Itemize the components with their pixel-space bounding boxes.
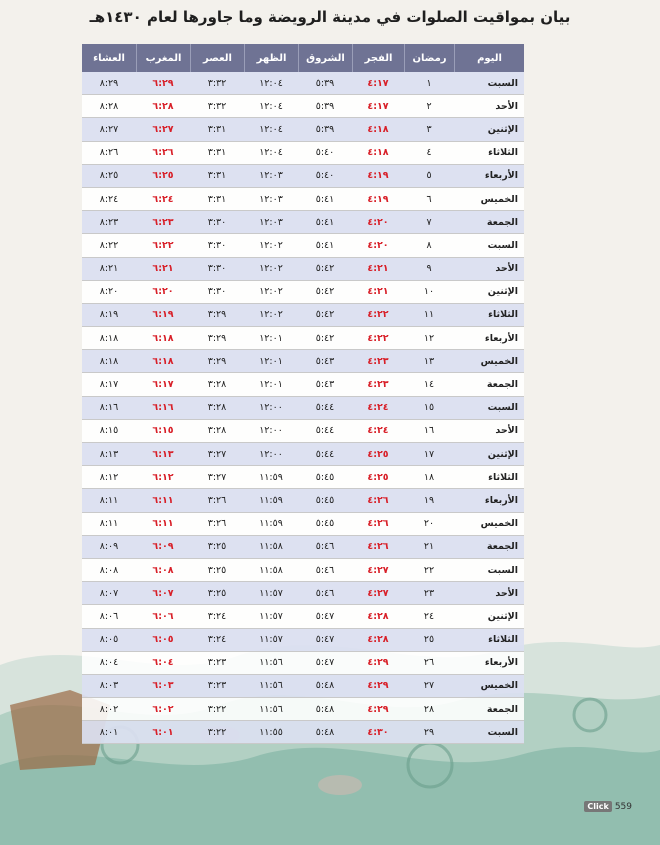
cell-isha: ٨:٠٤ <box>82 652 136 675</box>
cell-asr: ٣:٣١ <box>190 118 244 141</box>
cell-sunrise: ٥:٤٢ <box>298 327 352 350</box>
cell-asr: ٣:٢٢ <box>190 721 244 744</box>
table-row <box>82 211 524 234</box>
page-title: بيان بمواقيت الصلوات في مدينة الرويضة وما جاورها لعام ١٤٣٠هـ <box>89 8 571 26</box>
cell-asr: ٣:٢٧ <box>190 466 244 489</box>
cell-ramadan-day: ١٩ <box>404 489 454 512</box>
cell-maghrib: ٦:١١ <box>136 513 190 536</box>
cell-ramadan-day: ١٣ <box>404 350 454 373</box>
cell-sunrise: ٥:٤١ <box>298 234 352 257</box>
cell-ramadan-day: ١٠ <box>404 281 454 304</box>
cell-dhuhr: ١٢:٠٢ <box>244 234 298 257</box>
cell-sunrise: ٥:٤١ <box>298 211 352 234</box>
cell-asr: ٣:٢٦ <box>190 513 244 536</box>
cell-sunrise: ٥:٤٠ <box>298 142 352 165</box>
cell-fajr: ٤:٢٦ <box>352 536 404 559</box>
header-sunrise: الشروق <box>298 44 352 72</box>
table-row <box>82 605 524 628</box>
cell-isha: ٨:١٦ <box>82 397 136 420</box>
cell-day: الأربعاء <box>454 652 524 675</box>
cell-fajr: ٤:٢٠ <box>352 234 404 257</box>
cell-isha: ٨:٠٨ <box>82 559 136 582</box>
cell-isha: ٨:٢٦ <box>82 142 136 165</box>
cell-fajr: ٤:١٧ <box>352 72 404 95</box>
cell-dhuhr: ١٢:٠٤ <box>244 95 298 118</box>
cell-asr: ٣:٣٠ <box>190 258 244 281</box>
cell-isha: ٨:٢٥ <box>82 165 136 188</box>
cell-sunrise: ٥:٤٤ <box>298 420 352 443</box>
cell-fajr: ٤:١٩ <box>352 188 404 211</box>
cell-sunrise: ٥:٤٣ <box>298 373 352 396</box>
cell-isha: ٨:٠٩ <box>82 536 136 559</box>
cell-dhuhr: ١٢:٠٤ <box>244 118 298 141</box>
cell-maghrib: ٦:٢٥ <box>136 165 190 188</box>
cell-isha: ٨:٢٤ <box>82 188 136 211</box>
cell-maghrib: ٦:٢٣ <box>136 211 190 234</box>
cell-ramadan-day: ١٢ <box>404 327 454 350</box>
cell-asr: ٣:٣١ <box>190 142 244 165</box>
cell-asr: ٣:٢٩ <box>190 304 244 327</box>
cell-fajr: ٤:٢٩ <box>352 698 404 721</box>
cell-maghrib: ٦:٢٤ <box>136 188 190 211</box>
cell-maghrib: ٦:١٢ <box>136 466 190 489</box>
cell-fajr: ٤:٢٨ <box>352 629 404 652</box>
cell-asr: ٣:٣٠ <box>190 234 244 257</box>
cell-fajr: ٤:٢٦ <box>352 513 404 536</box>
table-row <box>82 373 524 396</box>
cell-day: السبت <box>454 397 524 420</box>
cell-fajr: ٤:٢٤ <box>352 397 404 420</box>
cell-sunrise: ٥:٤٨ <box>298 675 352 698</box>
cell-maghrib: ٦:٢٨ <box>136 95 190 118</box>
cell-day: الأحد <box>454 582 524 605</box>
cell-maghrib: ٦:٠٨ <box>136 559 190 582</box>
cell-day: الأربعاء <box>454 165 524 188</box>
cell-dhuhr: ١٢:٠١ <box>244 373 298 396</box>
cell-asr: ٣:٢٤ <box>190 605 244 628</box>
cell-isha: ٨:٢٧ <box>82 118 136 141</box>
table-row <box>82 443 524 466</box>
page-number: 559 <box>614 801 632 812</box>
cell-maghrib: ٦:٠٤ <box>136 652 190 675</box>
table-row <box>82 281 524 304</box>
cell-fajr: ٤:٢٣ <box>352 350 404 373</box>
cell-maghrib: ٦:١٨ <box>136 327 190 350</box>
cell-asr: ٣:٢٥ <box>190 559 244 582</box>
cell-fajr: ٤:١٩ <box>352 165 404 188</box>
cell-ramadan-day: ٢٨ <box>404 698 454 721</box>
cell-fajr: ٤:٢٦ <box>352 489 404 512</box>
cell-day: الأربعاء <box>454 489 524 512</box>
cell-maghrib: ٦:٢٧ <box>136 118 190 141</box>
table-row <box>82 559 524 582</box>
header-fajr: الفجر <box>352 44 404 72</box>
cell-ramadan-day: ٢١ <box>404 536 454 559</box>
cell-dhuhr: ١١:٥٨ <box>244 536 298 559</box>
cell-asr: ٣:٣٠ <box>190 281 244 304</box>
cell-dhuhr: ١٢:٠٠ <box>244 443 298 466</box>
cell-sunrise: ٥:٤٤ <box>298 397 352 420</box>
table-row <box>82 234 524 257</box>
cell-asr: ٣:٢٥ <box>190 582 244 605</box>
cell-sunrise: ٥:٤٨ <box>298 721 352 744</box>
cell-ramadan-day: ٤ <box>404 142 454 165</box>
cell-day: الجمعة <box>454 698 524 721</box>
cell-isha: ٨:١٧ <box>82 373 136 396</box>
cell-isha: ٨:١٨ <box>82 327 136 350</box>
cell-isha: ٨:١٢ <box>82 466 136 489</box>
cell-day: الجمعة <box>454 211 524 234</box>
table-row <box>82 489 524 512</box>
cell-day: الثلاثاء <box>454 629 524 652</box>
cell-maghrib: ٦:٢٦ <box>136 142 190 165</box>
cell-sunrise: ٥:٤٠ <box>298 165 352 188</box>
cell-maghrib: ٦:٢٠ <box>136 281 190 304</box>
table-row <box>82 629 524 652</box>
cell-day: الجمعة <box>454 536 524 559</box>
cell-asr: ٣:٢٣ <box>190 675 244 698</box>
cell-ramadan-day: ١٨ <box>404 466 454 489</box>
cell-dhuhr: ١١:٥٩ <box>244 513 298 536</box>
cell-isha: ٨:٠٧ <box>82 582 136 605</box>
cell-ramadan-day: ٢٠ <box>404 513 454 536</box>
cell-fajr: ٤:٢٥ <box>352 443 404 466</box>
cell-dhuhr: ١٢:٠٢ <box>244 304 298 327</box>
cell-sunrise: ٥:٤٥ <box>298 466 352 489</box>
cell-ramadan-day: ٢٧ <box>404 675 454 698</box>
cell-dhuhr: ١٢:٠٠ <box>244 420 298 443</box>
cell-isha: ٨:٢٣ <box>82 211 136 234</box>
cell-day: الإثنين <box>454 443 524 466</box>
cell-sunrise: ٥:٤٦ <box>298 582 352 605</box>
cell-sunrise: ٥:٤٤ <box>298 443 352 466</box>
cell-ramadan-day: ١٦ <box>404 420 454 443</box>
cell-dhuhr: ١١:٥٥ <box>244 721 298 744</box>
cell-dhuhr: ١٢:٠٣ <box>244 211 298 234</box>
cell-day: الإثنين <box>454 605 524 628</box>
cell-isha: ٨:٢٢ <box>82 234 136 257</box>
header-maghrib: المغرب <box>136 44 190 72</box>
cell-fajr: ٤:٢١ <box>352 258 404 281</box>
table-row <box>82 721 524 744</box>
prayer-times-table <box>82 44 524 744</box>
cell-maghrib: ٦:١٨ <box>136 350 190 373</box>
header-day: اليوم <box>454 44 524 72</box>
cell-day: السبت <box>454 721 524 744</box>
cell-asr: ٣:٢٨ <box>190 397 244 420</box>
cell-ramadan-day: ٢٦ <box>404 652 454 675</box>
cell-day: الأحد <box>454 95 524 118</box>
cell-isha: ٨:٠٦ <box>82 605 136 628</box>
cell-maghrib: ٦:٢٩ <box>136 72 190 95</box>
header-asr: العصر <box>190 44 244 72</box>
cell-ramadan-day: ٩ <box>404 258 454 281</box>
cell-fajr: ٤:٢٨ <box>352 605 404 628</box>
cell-asr: ٣:٣١ <box>190 165 244 188</box>
cell-asr: ٣:٢٧ <box>190 443 244 466</box>
table-row <box>82 188 524 211</box>
cell-fajr: ٤:١٧ <box>352 95 404 118</box>
header-dhuhr: الظهر <box>244 44 298 72</box>
prayer-times-table-wrap <box>82 44 524 744</box>
table-row <box>82 350 524 373</box>
cell-asr: ٣:٢٨ <box>190 373 244 396</box>
cell-fajr: ٤:٢٣ <box>352 373 404 396</box>
table-row <box>82 420 524 443</box>
table-row <box>82 142 524 165</box>
cell-ramadan-day: ٥ <box>404 165 454 188</box>
cell-fajr: ٤:٣٠ <box>352 721 404 744</box>
cell-asr: ٣:٣١ <box>190 188 244 211</box>
click-logo: Click <box>584 801 611 812</box>
cell-isha: ٨:١٩ <box>82 304 136 327</box>
cell-day: السبت <box>454 234 524 257</box>
cell-day: الثلاثاء <box>454 142 524 165</box>
cell-dhuhr: ١١:٥٦ <box>244 698 298 721</box>
table-row <box>82 466 524 489</box>
cell-fajr: ٤:٢٧ <box>352 582 404 605</box>
table-row <box>82 652 524 675</box>
cell-maghrib: ٦:٠٩ <box>136 536 190 559</box>
cell-isha: ٨:١٨ <box>82 350 136 373</box>
cell-ramadan-day: ١١ <box>404 304 454 327</box>
cell-ramadan-day: ١٧ <box>404 443 454 466</box>
cell-dhuhr: ١١:٥٧ <box>244 582 298 605</box>
cell-maghrib: ٦:١٩ <box>136 304 190 327</box>
cell-asr: ٣:٢٨ <box>190 420 244 443</box>
cell-isha: ٨:٢٩ <box>82 72 136 95</box>
cell-ramadan-day: ٢ <box>404 95 454 118</box>
cell-asr: ٣:٣٠ <box>190 211 244 234</box>
cell-sunrise: ٥:٤٢ <box>298 281 352 304</box>
table-row <box>82 72 524 95</box>
cell-sunrise: ٥:٤٥ <box>298 489 352 512</box>
cell-maghrib: ٦:١٣ <box>136 443 190 466</box>
cell-sunrise: ٥:٤٧ <box>298 629 352 652</box>
cell-fajr: ٤:٢٧ <box>352 559 404 582</box>
cell-maghrib: ٦:٢٢ <box>136 234 190 257</box>
cell-fajr: ٤:١٨ <box>352 118 404 141</box>
cell-maghrib: ٦:٠٧ <box>136 582 190 605</box>
cell-dhuhr: ١١:٥٦ <box>244 652 298 675</box>
cell-ramadan-day: ٣ <box>404 118 454 141</box>
cell-maghrib: ٦:٠٥ <box>136 629 190 652</box>
cell-day: الأربعاء <box>454 327 524 350</box>
cell-day: الجمعة <box>454 373 524 396</box>
cell-day: الخميس <box>454 675 524 698</box>
cell-sunrise: ٥:٤٢ <box>298 304 352 327</box>
cell-ramadan-day: ٨ <box>404 234 454 257</box>
cell-ramadan-day: ٢٥ <box>404 629 454 652</box>
cell-sunrise: ٥:٤٨ <box>298 698 352 721</box>
cell-maghrib: ٦:٠١ <box>136 721 190 744</box>
cell-asr: ٣:٢٢ <box>190 698 244 721</box>
cell-sunrise: ٥:٤٣ <box>298 350 352 373</box>
cell-day: السبت <box>454 72 524 95</box>
cell-maghrib: ٦:٠٦ <box>136 605 190 628</box>
cell-isha: ٨:٢٨ <box>82 95 136 118</box>
cell-ramadan-day: ٢٤ <box>404 605 454 628</box>
cell-maghrib: ٦:٠٢ <box>136 698 190 721</box>
cell-ramadan-day: ١٥ <box>404 397 454 420</box>
cell-sunrise: ٥:٤٥ <box>298 513 352 536</box>
table-body <box>82 72 524 744</box>
cell-sunrise: ٥:٤١ <box>298 188 352 211</box>
cell-dhuhr: ١١:٥٦ <box>244 675 298 698</box>
table-row <box>82 327 524 350</box>
cell-dhuhr: ١٢:٠٢ <box>244 281 298 304</box>
table-row <box>82 304 524 327</box>
cell-sunrise: ٥:٤٢ <box>298 258 352 281</box>
header-isha: العشاء <box>82 44 136 72</box>
table-row <box>82 536 524 559</box>
cell-asr: ٣:٢٩ <box>190 327 244 350</box>
cell-asr: ٣:٣٢ <box>190 72 244 95</box>
cell-maghrib: ٦:١٦ <box>136 397 190 420</box>
cell-asr: ٣:٢٩ <box>190 350 244 373</box>
cell-day: الأحد <box>454 420 524 443</box>
cell-sunrise: ٥:٤٧ <box>298 652 352 675</box>
cell-ramadan-day: ٦ <box>404 188 454 211</box>
cell-fajr: ٤:٢٩ <box>352 652 404 675</box>
page-footer <box>584 801 632 812</box>
cell-ramadan-day: ٢٢ <box>404 559 454 582</box>
header-ramadan: رمضان <box>404 44 454 72</box>
cell-asr: ٣:٢٣ <box>190 652 244 675</box>
cell-dhuhr: ١٢:٠٤ <box>244 142 298 165</box>
cell-isha: ٨:١١ <box>82 513 136 536</box>
cell-sunrise: ٥:٤٦ <box>298 536 352 559</box>
cell-dhuhr: ١٢:٠٠ <box>244 397 298 420</box>
cell-isha: ٨:١١ <box>82 489 136 512</box>
table-row <box>82 582 524 605</box>
cell-fajr: ٤:٢٥ <box>352 466 404 489</box>
table-row <box>82 118 524 141</box>
cell-fajr: ٤:٢٠ <box>352 211 404 234</box>
cell-fajr: ٤:٢٩ <box>352 675 404 698</box>
cell-ramadan-day: ٢٩ <box>404 721 454 744</box>
cell-fajr: ٤:٢٢ <box>352 327 404 350</box>
cell-isha: ٨:٠٥ <box>82 629 136 652</box>
cell-dhuhr: ١١:٥٩ <box>244 489 298 512</box>
cell-isha: ٨:٢٠ <box>82 281 136 304</box>
cell-sunrise: ٥:٣٩ <box>298 72 352 95</box>
cell-dhuhr: ١١:٥٧ <box>244 629 298 652</box>
cell-isha: ٨:٠٣ <box>82 675 136 698</box>
table-header-row <box>82 44 524 72</box>
cell-dhuhr: ١٢:٠١ <box>244 327 298 350</box>
cell-asr: ٣:٢٥ <box>190 536 244 559</box>
cell-maghrib: ٦:٠٣ <box>136 675 190 698</box>
cell-maghrib: ٦:٢١ <box>136 258 190 281</box>
cell-dhuhr: ١٢:٠١ <box>244 350 298 373</box>
cell-fajr: ٤:١٨ <box>352 142 404 165</box>
cell-day: السبت <box>454 559 524 582</box>
cell-ramadan-day: ١٤ <box>404 373 454 396</box>
cell-dhuhr: ١٢:٠٢ <box>244 258 298 281</box>
cell-fajr: ٤:٢١ <box>352 281 404 304</box>
cell-asr: ٣:٣٢ <box>190 95 244 118</box>
cell-day: الخميس <box>454 188 524 211</box>
table-row <box>82 513 524 536</box>
cell-dhuhr: ١١:٥٧ <box>244 605 298 628</box>
cell-maghrib: ٦:١١ <box>136 489 190 512</box>
cell-day: الخميس <box>454 513 524 536</box>
cell-ramadan-day: ٢٣ <box>404 582 454 605</box>
cell-ramadan-day: ٧ <box>404 211 454 234</box>
cell-dhuhr: ١٢:٠٤ <box>244 72 298 95</box>
cell-fajr: ٤:٢٤ <box>352 420 404 443</box>
cell-sunrise: ٥:٣٩ <box>298 118 352 141</box>
cell-day: الإثنين <box>454 118 524 141</box>
table-row <box>82 397 524 420</box>
table-row <box>82 698 524 721</box>
cell-fajr: ٤:٢٢ <box>352 304 404 327</box>
cell-isha: ٨:١٥ <box>82 420 136 443</box>
cell-dhuhr: ١٢:٠٣ <box>244 165 298 188</box>
cell-day: الخميس <box>454 350 524 373</box>
cell-isha: ٨:٠١ <box>82 721 136 744</box>
cell-isha: ٨:١٣ <box>82 443 136 466</box>
cell-dhuhr: ١٢:٠٣ <box>244 188 298 211</box>
cell-isha: ٨:٠٢ <box>82 698 136 721</box>
cell-isha: ٨:٢١ <box>82 258 136 281</box>
cell-maghrib: ٦:١٥ <box>136 420 190 443</box>
cell-asr: ٣:٢٤ <box>190 629 244 652</box>
cell-day: الإثنين <box>454 281 524 304</box>
cell-sunrise: ٥:٣٩ <box>298 95 352 118</box>
cell-asr: ٣:٢٦ <box>190 489 244 512</box>
cell-maghrib: ٦:١٧ <box>136 373 190 396</box>
cell-dhuhr: ١١:٥٨ <box>244 559 298 582</box>
cell-day: الأحد <box>454 258 524 281</box>
cell-day: الثلاثاء <box>454 466 524 489</box>
cell-ramadan-day: ١ <box>404 72 454 95</box>
table-row <box>82 258 524 281</box>
cell-sunrise: ٥:٤٧ <box>298 605 352 628</box>
cell-day: الثلاثاء <box>454 304 524 327</box>
cell-dhuhr: ١١:٥٩ <box>244 466 298 489</box>
table-row <box>82 165 524 188</box>
table-row <box>82 95 524 118</box>
table-row <box>82 675 524 698</box>
cell-sunrise: ٥:٤٦ <box>298 559 352 582</box>
